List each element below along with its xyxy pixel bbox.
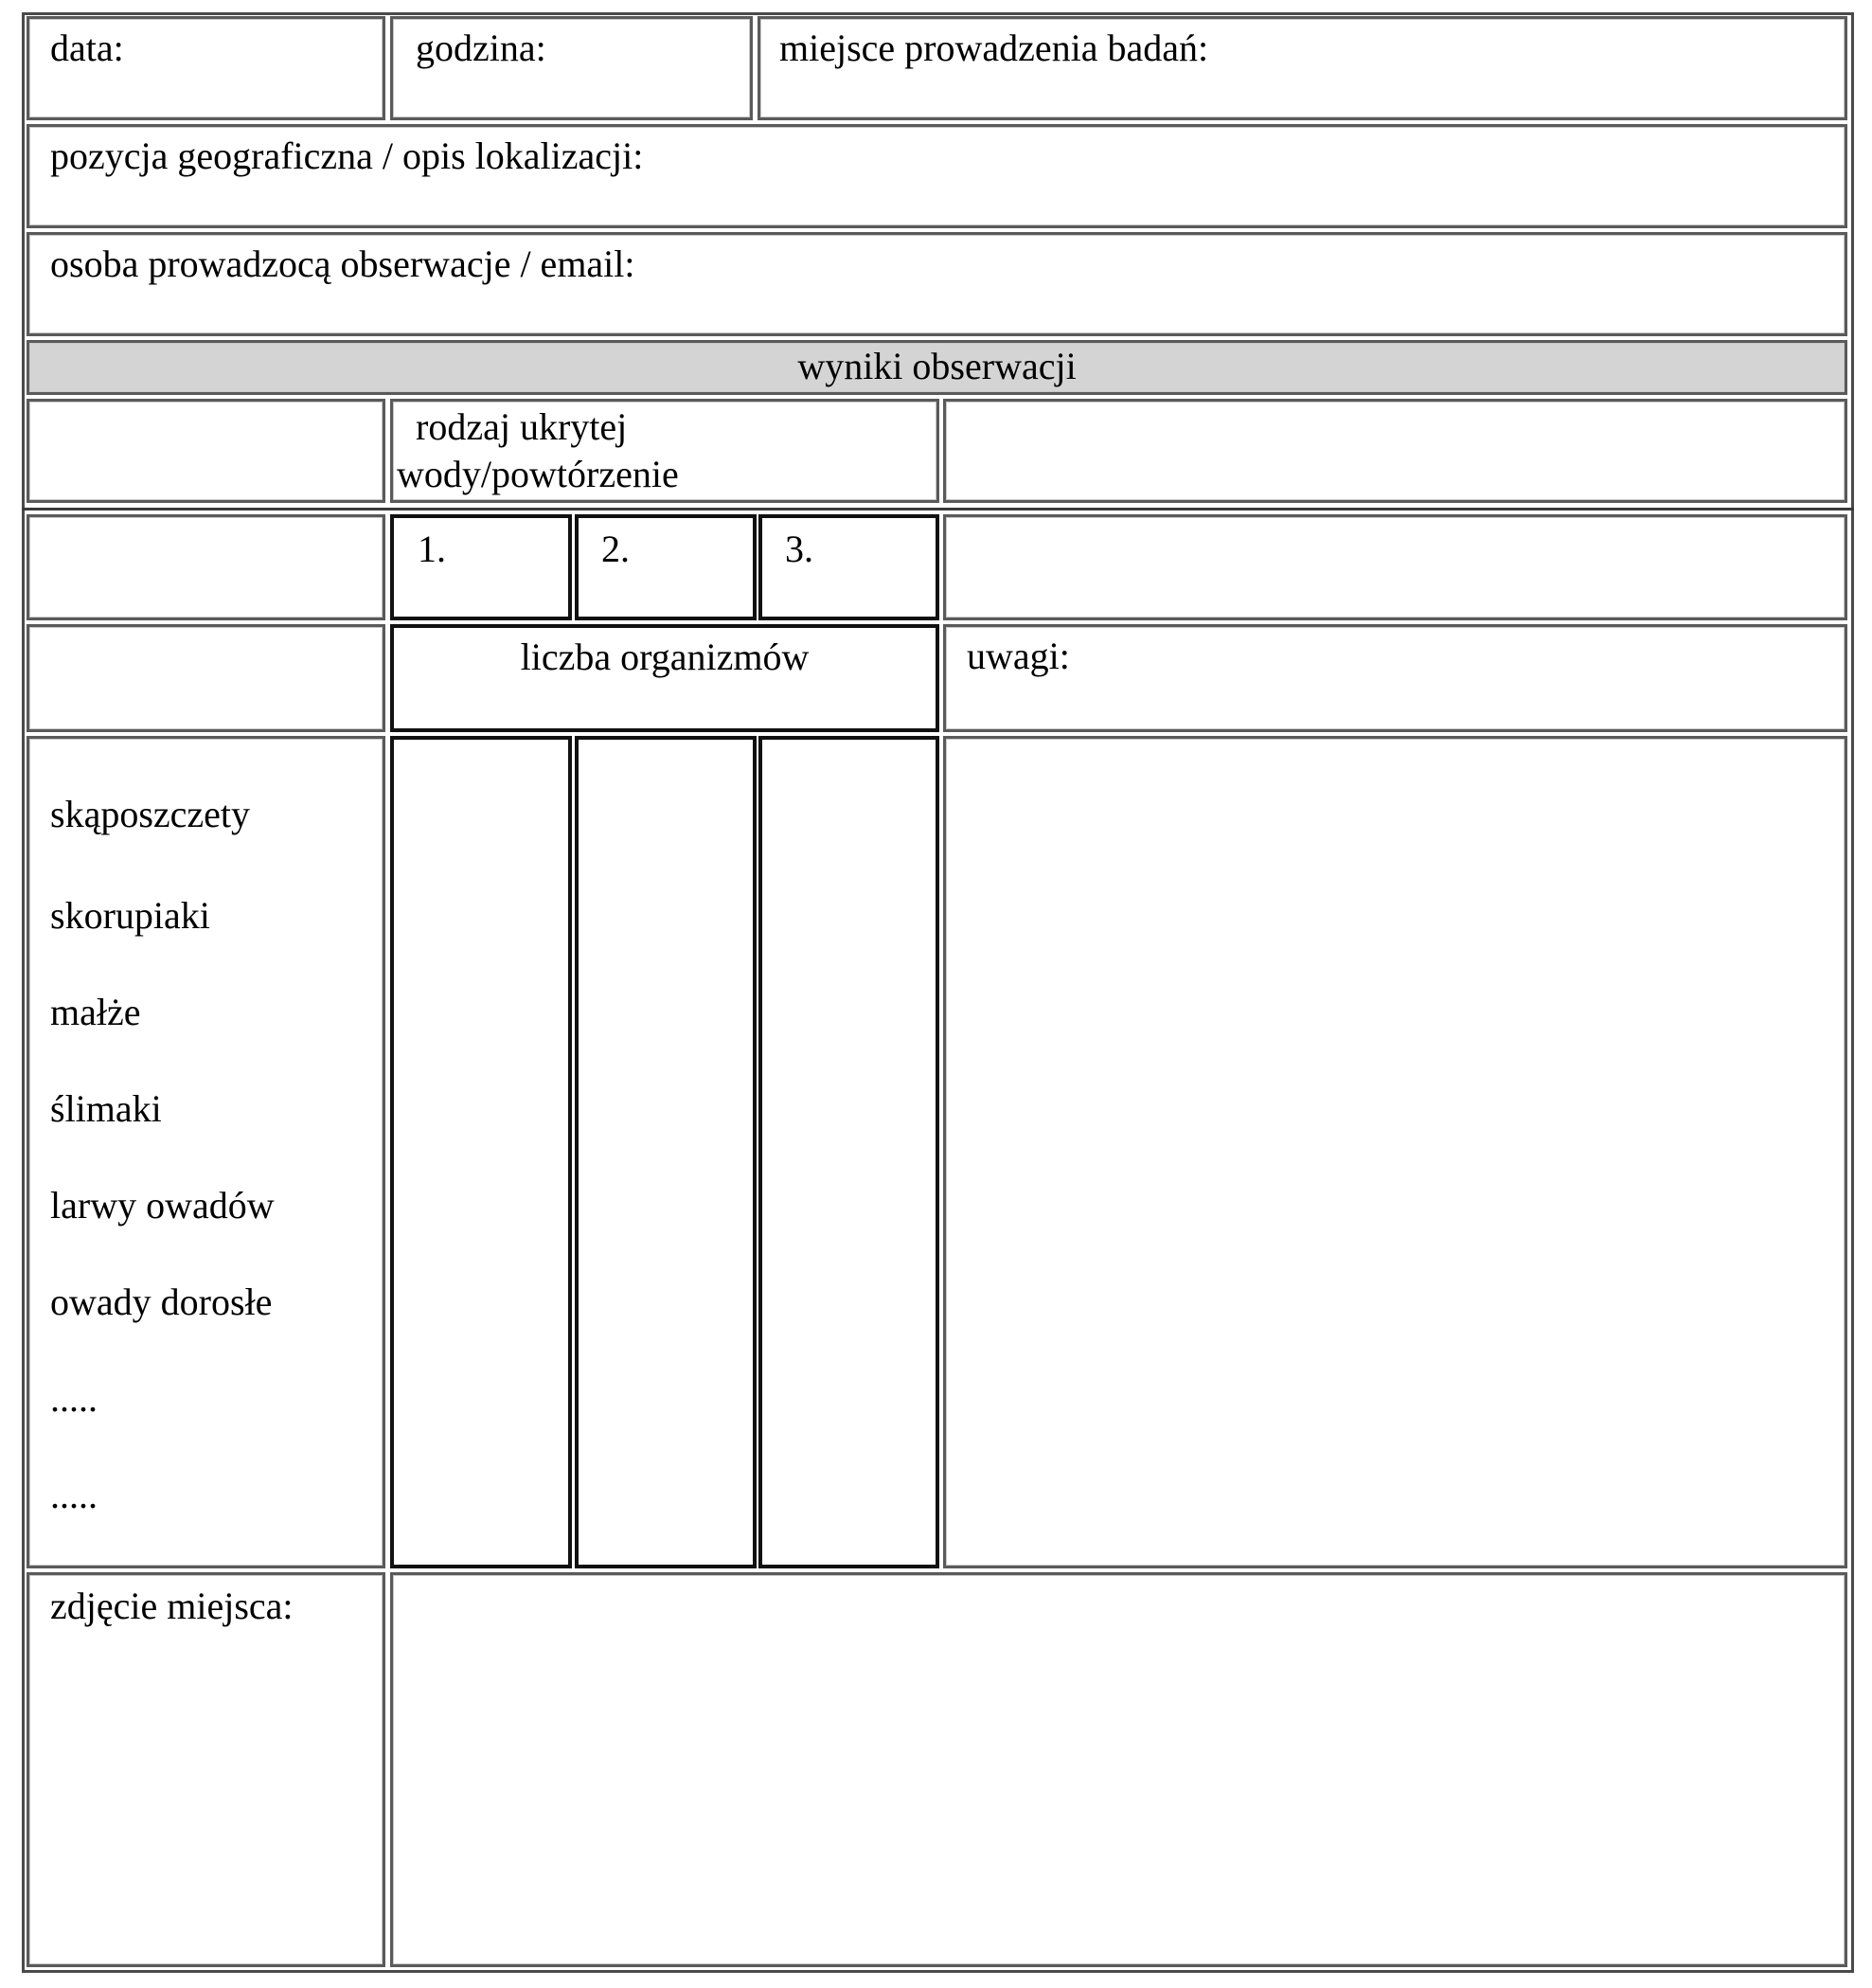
date-field[interactable]	[27, 16, 385, 120]
observer-field[interactable]	[27, 232, 1847, 336]
organism-item: skąposzczety	[50, 793, 251, 835]
organism-list	[27, 736, 385, 1568]
section-divider	[22, 508, 1854, 510]
results-header	[27, 340, 1847, 395]
organism-item: larwy owadów	[50, 1184, 275, 1227]
organism-item: skorupiaki	[50, 894, 210, 937]
repetition-3-header	[758, 514, 939, 620]
count-header	[390, 624, 939, 732]
photo-label-cell	[27, 1572, 385, 1967]
location-label: pozycja geograficzna / opis lokalizacji:	[50, 134, 644, 177]
water-type-label-line2: wody/powtórzenie	[397, 453, 679, 495]
row7-empty-left	[27, 624, 385, 732]
organism-item: owady dorosłe	[50, 1281, 273, 1323]
water-type-header	[390, 399, 939, 503]
repetition-2-header	[575, 514, 757, 620]
place-field[interactable]	[758, 16, 1847, 120]
count-column-3[interactable]	[758, 736, 939, 1568]
time-field[interactable]	[390, 16, 753, 120]
row6-empty-right	[943, 514, 1847, 620]
count-column-2[interactable]	[575, 736, 757, 1568]
row5-empty-left	[27, 399, 385, 503]
photo-label: zdjęcie miejsca:	[50, 1585, 294, 1627]
repetition-1-header	[390, 514, 572, 620]
place-label: miejsce prowadzenia badań:	[779, 27, 1209, 69]
row5-empty-right	[943, 399, 1847, 503]
location-field[interactable]	[27, 124, 1847, 228]
date-label: data:	[50, 27, 124, 69]
organism-item: małże	[50, 991, 141, 1033]
count-label: liczba organizmów	[520, 636, 810, 678]
observer-label: osoba prowadzocą obserwacje / email:	[50, 242, 635, 285]
organism-item: .....	[50, 1377, 98, 1420]
water-type-label-line1: rodzaj ukrytej	[416, 405, 628, 448]
notes-header	[943, 624, 1847, 732]
notes-label: uwagi:	[967, 635, 1070, 677]
photo-area[interactable]	[390, 1572, 1847, 1967]
repetition-2-label: 2.	[601, 528, 630, 570]
notes-area[interactable]	[943, 736, 1847, 1568]
organism-item: ślimaki	[50, 1087, 162, 1130]
repetition-1-label: 1.	[418, 528, 446, 570]
count-column-1[interactable]	[390, 736, 572, 1568]
organism-item: .....	[50, 1474, 98, 1516]
row6-empty-left	[27, 514, 385, 620]
repetition-3-label: 3.	[785, 528, 813, 570]
time-label: godzina:	[416, 27, 546, 69]
results-title: wyniki obserwacji	[797, 345, 1077, 387]
